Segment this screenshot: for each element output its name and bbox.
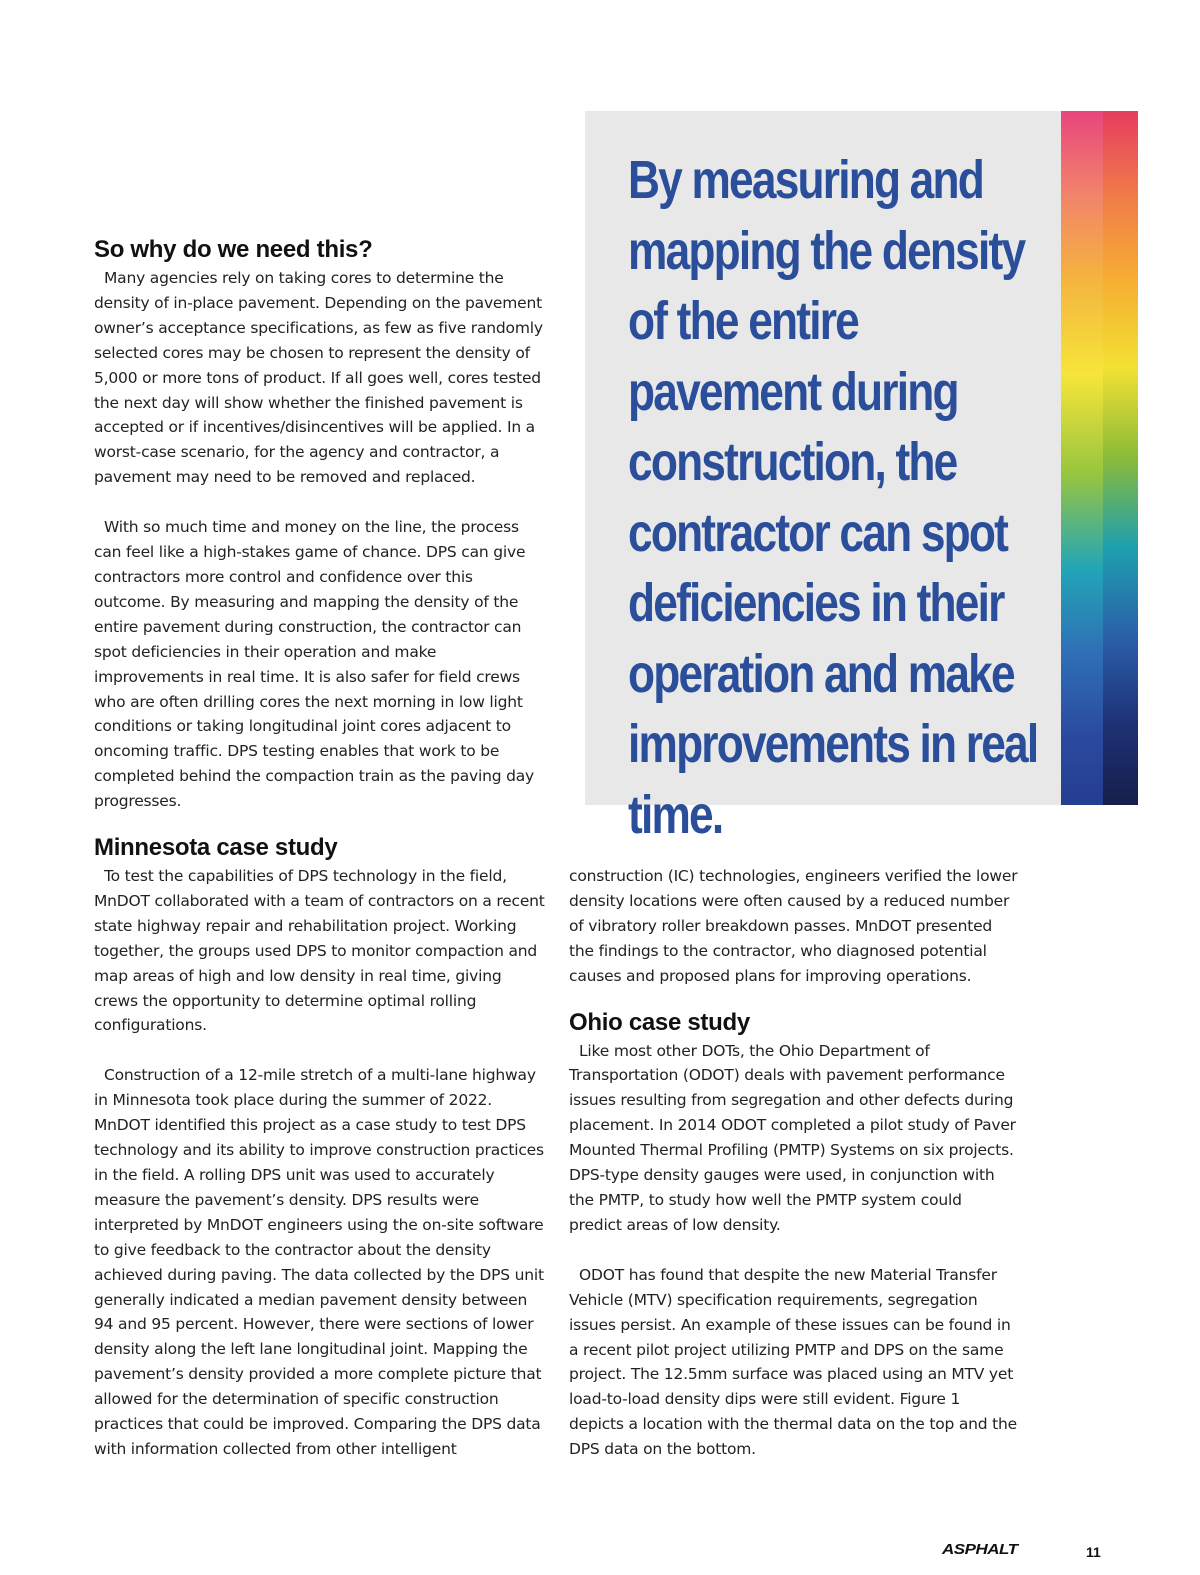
ohio-paragraph-1: Like most other DOTs, the Ohio Department of Transportation (ODOT) deals with pavement performance issues resulting from segregation and other defects during placement. In 2014 ODOT completed a pilot study of Paver Mounted Thermal Profiling (PMTP) Systems on six projects. DPS-type density gauges were used, in conjunction with the PMTP, to study how well the PMTP system could predict areas of low density. bbox=[569, 1041, 1016, 1234]
minnesota-paragraph-2-continued: construction (IC) technologies, engineers verified the lower density locations were often caused by a reduced number of vibratory roller breakdown passes. MnDOT presented the findings to the contractor, who diagnosed potential causes and proposed plans for improving operations. bbox=[569, 867, 1018, 985]
gradient-bar-right bbox=[1103, 111, 1138, 805]
page-number: 11 bbox=[1086, 1544, 1101, 1560]
ohio-heading: Ohio case study bbox=[569, 1008, 750, 1036]
gradient-bar-left bbox=[1061, 111, 1103, 805]
why-section bbox=[94, 236, 546, 814]
minnesota-paragraph-1: To test the capabilities of DPS technology in the field, MnDOT collaborated with a team of contractors on a recent state highway repair and rehabilitation project. Working together, the groups used DPS to monitor compaction and map areas of high and low density in real time, giving crews the opportunity to determine optimal rolling configurations. bbox=[94, 867, 545, 1035]
minnesota-heading: Minnesota case study bbox=[94, 834, 338, 861]
why-heading: So why do we need this? bbox=[94, 236, 373, 263]
ohio-paragraph-2: ODOT has found that despite the new Material Transfer Vehicle (MTV) specification requirements, segregation issues persist. An example of these issues can be found in a recent pilot project utilizing PMTP and DPS on the same project. The 12.5mm surface was placed using an MTV yet load-to-load density dips were still evident. Figure 1 depicts a location with the thermal data on the top and the DPS data on the bottom. bbox=[569, 1265, 1018, 1459]
pull-quote: By measuring and mapping the density of the entire pavement during construction, the contractor can spot deficiencies in their operation and make improvements in real time. bbox=[628, 150, 1038, 845]
right-column bbox=[569, 864, 1019, 1462]
why-paragraph-1: Many agencies rely on taking cores to determine the density of in-place pavement. Depending on the pavement owner’s acceptance specifications, as few as five randomly selected cores may be chosen to represent the density of 5,000 or more tons of product. If all goes well, cores tested the next day will show whether the finished pavement is accepted or if incentives/disincentives will be applied. In a worst-case scenario, for the agency and contractor, a pavement may need to be removed and replaced. bbox=[94, 269, 543, 487]
minnesota-paragraph-2: Construction of a 12-mile stretch of a multi-lane highway in Minnesota took place during the summer of 2022. MnDOT identified this project as a case study to test DPS technology and its ability to improve construction practices in the field. A rolling DPS unit was used to accurately measure the pavement’s density. DPS results were interpreted by MnDOT engineers using the on-site software to give feedback to the contractor about the density achieved during paving. The data collected by the DPS unit generally indicated a median pavement density between 94 and 95 percent. However, there were sections of lower density along the left lane longitudinal joint. Mapping the pavement’s density provided a more complete picture that allowed for the determination of specific construction practices that could be improved. Comparing the DPS data with information collected from other intelligent bbox=[94, 1066, 544, 1458]
minnesota-section bbox=[94, 834, 546, 1462]
why-paragraph-2: With so much time and money on the line, the process can feel like a high-stakes game of chance. DPS can give contractors more control and confidence over this outcome. By measuring and mapping the density of the entire pavement during construction, the contractor can spot deficiencies in their operation and make improvements in real time. It is also safer for field crews who are often drilling cores the next morning in low light conditions or taking longitudinal joint cores adjacent to oncoming traffic. DPS testing enables that work to be completed behind the compaction train as the paving day progresses. bbox=[94, 518, 534, 811]
footer-brand-logo: ASPHALT bbox=[942, 1541, 1018, 1558]
